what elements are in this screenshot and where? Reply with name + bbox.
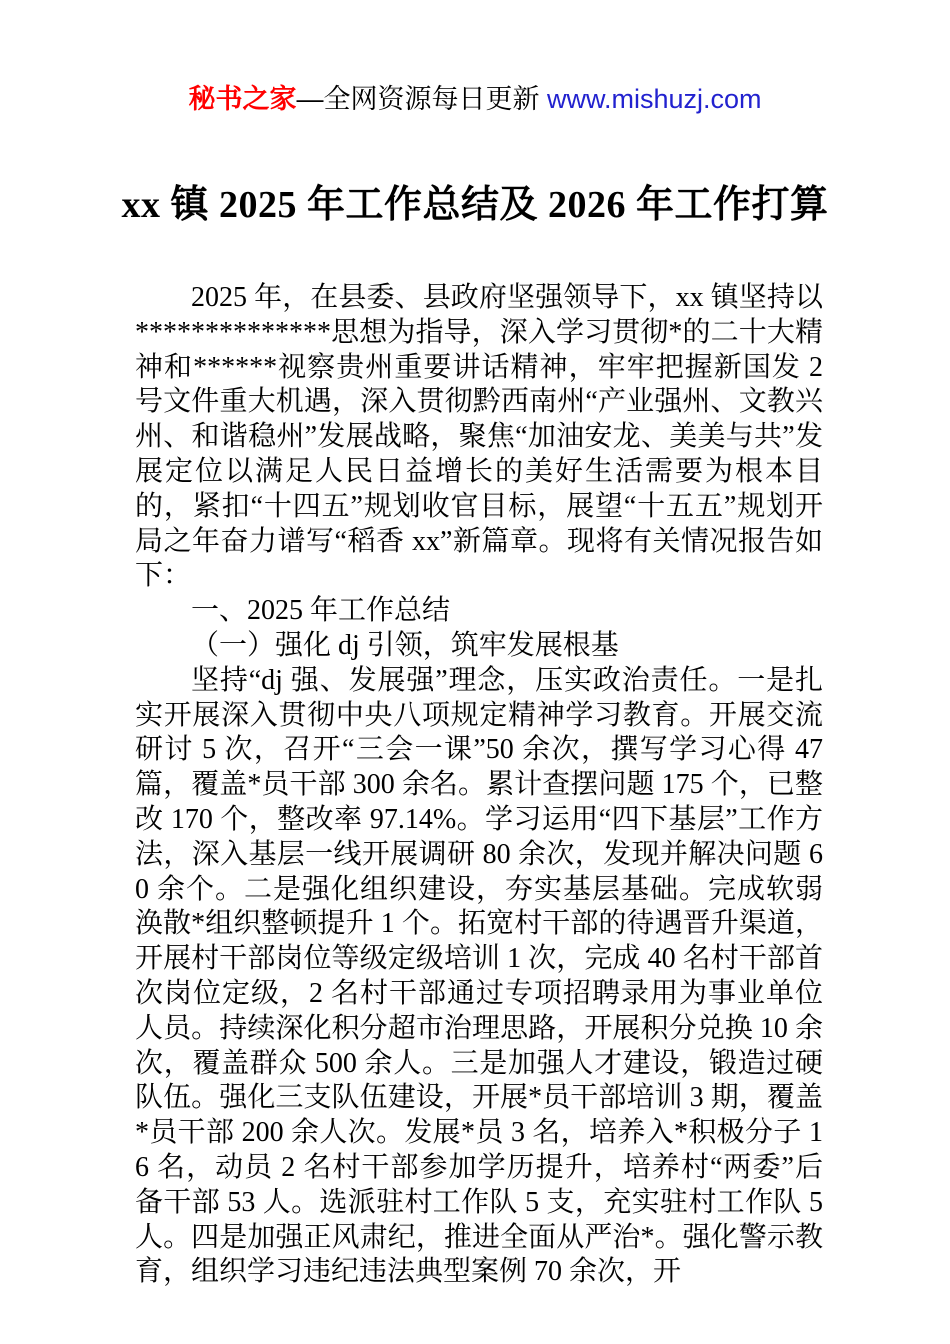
paragraph-work-details: 坚持“dj 强、发展强”理念，压实政治责任。一是扎实开展深入贯彻中央八项规定精神学习教育。开展交流研讨 5 次，召开“三会一课”50 余次，撰写学习心得 47 篇，覆盖*员干部 300 余名。累计查摆问题 175 个，已整改 170 个，整改率 97.14%。学习运用“四下基层”工作方法，深入基层一线开展调研 80 余次，发现并解决问题 60 余个。二是强化组织建设，夯实基层基础。完成软弱涣散*组织整顿提升 1 个。拓宽村干部的待遇晋升渠道，开展村干部岗位等级定级培训 1 次，完成 40 名村干部首次岗位定级，2 名村干部通过专项招聘录用为事业单位人员。持续深化积分超市治理思路，开展积分兑换 10 余次，覆盖群众 500 余人。三是加强人才建设，锻造过硬队伍。强化三支队伍建设，开展*员干部培训 3 期，覆盖*员干部 200 余人次。发展*员 3 名，培养入*积极分子 16 名，动员 2 名村干部参加学历提升，培养村“两委”后备干部 53 人。选派驻村工作队 5 支，充实驻村工作队 5 人。四是加强正风肃纪，推进全面从严治*。强化警示教育，组织学习违纪违法典型案例 70 余次，开 (135, 664, 823, 1288)
document-body (135, 281, 823, 1290)
document-title: xx 镇 2025 年工作总结及 2026 年工作打算 (121, 184, 829, 226)
site-tagline-text: —全网资源每日更新 (296, 84, 547, 114)
heading-2025-work-summary: 一、2025 年工作总结 (191, 595, 451, 627)
site-header (0, 82, 950, 116)
paragraph-intro: 2025 年，在县委、县政府坚强领导下，xx 镇坚持以**************思想为指导，深入学习贯彻*的二十大精神和******视察贵州重要讲话精神，牢牢把握新国发 2 号文件重大机遇，深入贯彻黔西南州“产业强州、文教兴州、和谐稳州”发展战略，聚焦“加油安龙、美美与共”发展定位以满足人民日益增长的美好生活需要为根本目的，紧扣“十四五”规划收官目标，展望“十五五”规划开局之年奋力谱写“稻香 xx”新篇章。现将有关情况报告如下： (135, 282, 823, 592)
site-url-link[interactable]: www.mishuzj.com (546, 84, 762, 114)
site-brand-text: 秘书之家 (188, 84, 297, 114)
heading-strengthen-dj-leadership: （一）强化 dj 引领，筑牢发展根基 (191, 629, 619, 661)
